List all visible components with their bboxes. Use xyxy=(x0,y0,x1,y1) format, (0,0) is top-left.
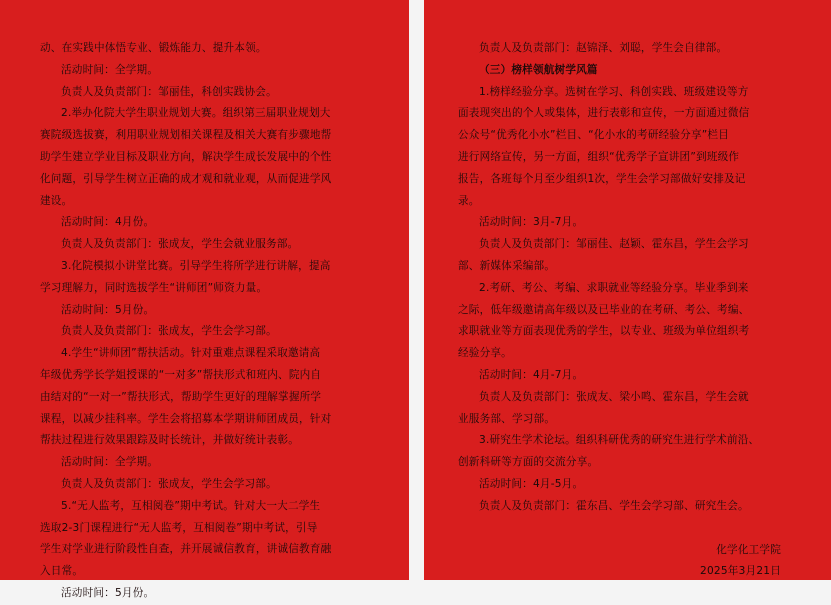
signature-org: 化学化工学院 xyxy=(716,543,781,556)
text-line: 活动时间：4月-5月。 xyxy=(479,477,584,490)
text-line: 学生对学业进行阶段性自查，并开展诚信教育，讲诚信教育融 xyxy=(40,543,332,556)
text-line: 3.研究生学术论坛。组织科研优秀的研究生进行学术前沿、 xyxy=(479,434,760,447)
text-line: 活动时间：5月份。 xyxy=(61,586,155,599)
text-line: 选取2-3门课程进行“无人监考，互相阅卷”期中考试，引导 xyxy=(40,521,318,534)
text-line: 负责人及负责部门：张成友，学生会学习部。 xyxy=(61,325,277,338)
text-line: 活动时间：全学期。 xyxy=(61,456,159,469)
text-line: 3.化院模拟小讲堂比赛。引导学生将所学进行讲解，提高 xyxy=(61,259,331,272)
text-line: 录。 xyxy=(458,194,480,207)
text-line: 助学生建立学业目标及职业方向，解决学生成长发展中的个性 xyxy=(40,150,332,163)
document-page-left xyxy=(0,0,409,599)
text-line: 4.学生“讲师团”帮扶活动。针对重难点课程采取邀请高 xyxy=(61,347,321,360)
text-line: 负责人及负责部门：张成友，学生会学习部。 xyxy=(61,477,277,490)
text-line: 赛院级选拔赛，利用职业规划相关课程及相关大赛有步骤地帮 xyxy=(40,129,332,142)
text-line: 2.考研、考公、考编、求职就业等经验分享。毕业季到来 xyxy=(479,281,749,294)
text-line: 活动时间：4月份。 xyxy=(61,216,155,229)
text-line: 负责人及负责部门：赵锦泽、刘聪，学生会自律部。 xyxy=(479,42,728,54)
spacer xyxy=(458,518,801,540)
text-line: 由结对的“一对一”帮扶形式，帮助学生更好的理解掌握所学 xyxy=(40,390,322,403)
text-line: 负责人及负责部门：张成友、梁小鸣、霍东昌，学生会就 xyxy=(479,390,749,403)
text-line: 建设。 xyxy=(40,194,73,207)
text-line: 部、新媒体采编部。 xyxy=(458,259,556,272)
text-line: 动、在实践中体悟专业、锻炼能力、提升本领。 xyxy=(40,42,267,54)
text-line: 活动时间：全学期。 xyxy=(61,63,159,76)
text-line: 5.“无人监考，互相阅卷”期中考试。针对大一大二学生 xyxy=(61,499,321,512)
text-line: 年级优秀学长学姐授课的“一对多”帮扶形式和班内、院内自 xyxy=(40,368,322,381)
text-line: 求职就业等方面表现优秀的学生，以专业、班级为单位组织考 xyxy=(458,325,750,338)
text-line: 化问题，引导学生树立正确的成才观和就业观，从而促进学风 xyxy=(40,172,332,185)
section-heading: （三）榜样领航树学风篇 xyxy=(479,63,598,76)
text-line: 面表现突出的个人或集体，进行表彰和宣传，一方面通过微信 xyxy=(458,107,750,120)
text-line: 经验分享。 xyxy=(458,347,512,360)
text-line: 课程，以减少挂科率。学生会将招募本学期讲师团成员，针对 xyxy=(40,412,332,425)
signature-date: 2025年3月21日 xyxy=(700,565,781,578)
text-line: 活动时间：5月份。 xyxy=(61,303,155,316)
text-line: 报告，各班每个月至少组织1次，学生会学习部做好安排及记 xyxy=(458,172,746,185)
text-line: 负责人及负责部门：邹丽佳，科创实践协会。 xyxy=(61,85,277,98)
text-line: 学习理解力，同时选拔学生“讲师团”师资力量。 xyxy=(40,281,268,294)
text-line: 负责人及负责部门：邹丽佳、赵颖、霍东昌，学生会学习 xyxy=(479,238,749,251)
text-line: 入日常。 xyxy=(40,565,84,578)
document-page-right xyxy=(424,0,831,580)
text-line: 2.举办化院大学生职业规划大赛。组织第三届职业规划大 xyxy=(61,107,331,120)
text-line: 进行网络宣传，另一方面，组织“优秀学子宣讲团”到班级作 xyxy=(458,150,740,163)
text-line: 创新科研等方面的交流分享。 xyxy=(458,456,599,469)
text-line: 帮扶过程进行效果跟踪及时长统计，并做好统计表彰。 xyxy=(40,434,300,447)
text-line: 负责人及负责部门：张成友，学生会就业服务部。 xyxy=(61,238,299,251)
text-line: 活动时间：3月-7月。 xyxy=(479,216,584,229)
text-line: 之际，低年级邀请高年级以及已毕业的在考研、考公、考编、 xyxy=(458,303,750,316)
text-line: 活动时间：4月-7月。 xyxy=(479,368,584,381)
text-line: 业服务部、学习部。 xyxy=(458,412,556,425)
text-line: 负责人及负责部门：霍东昌、学生会学习部、研究生会。 xyxy=(479,499,749,512)
text-line: 公众号“优秀化小水”栏目、“化小水的考研经验分享”栏目 xyxy=(458,129,730,142)
text-line: 1.榜样经验分享。选树在学习、科创实践、班级建设等方 xyxy=(479,85,749,98)
